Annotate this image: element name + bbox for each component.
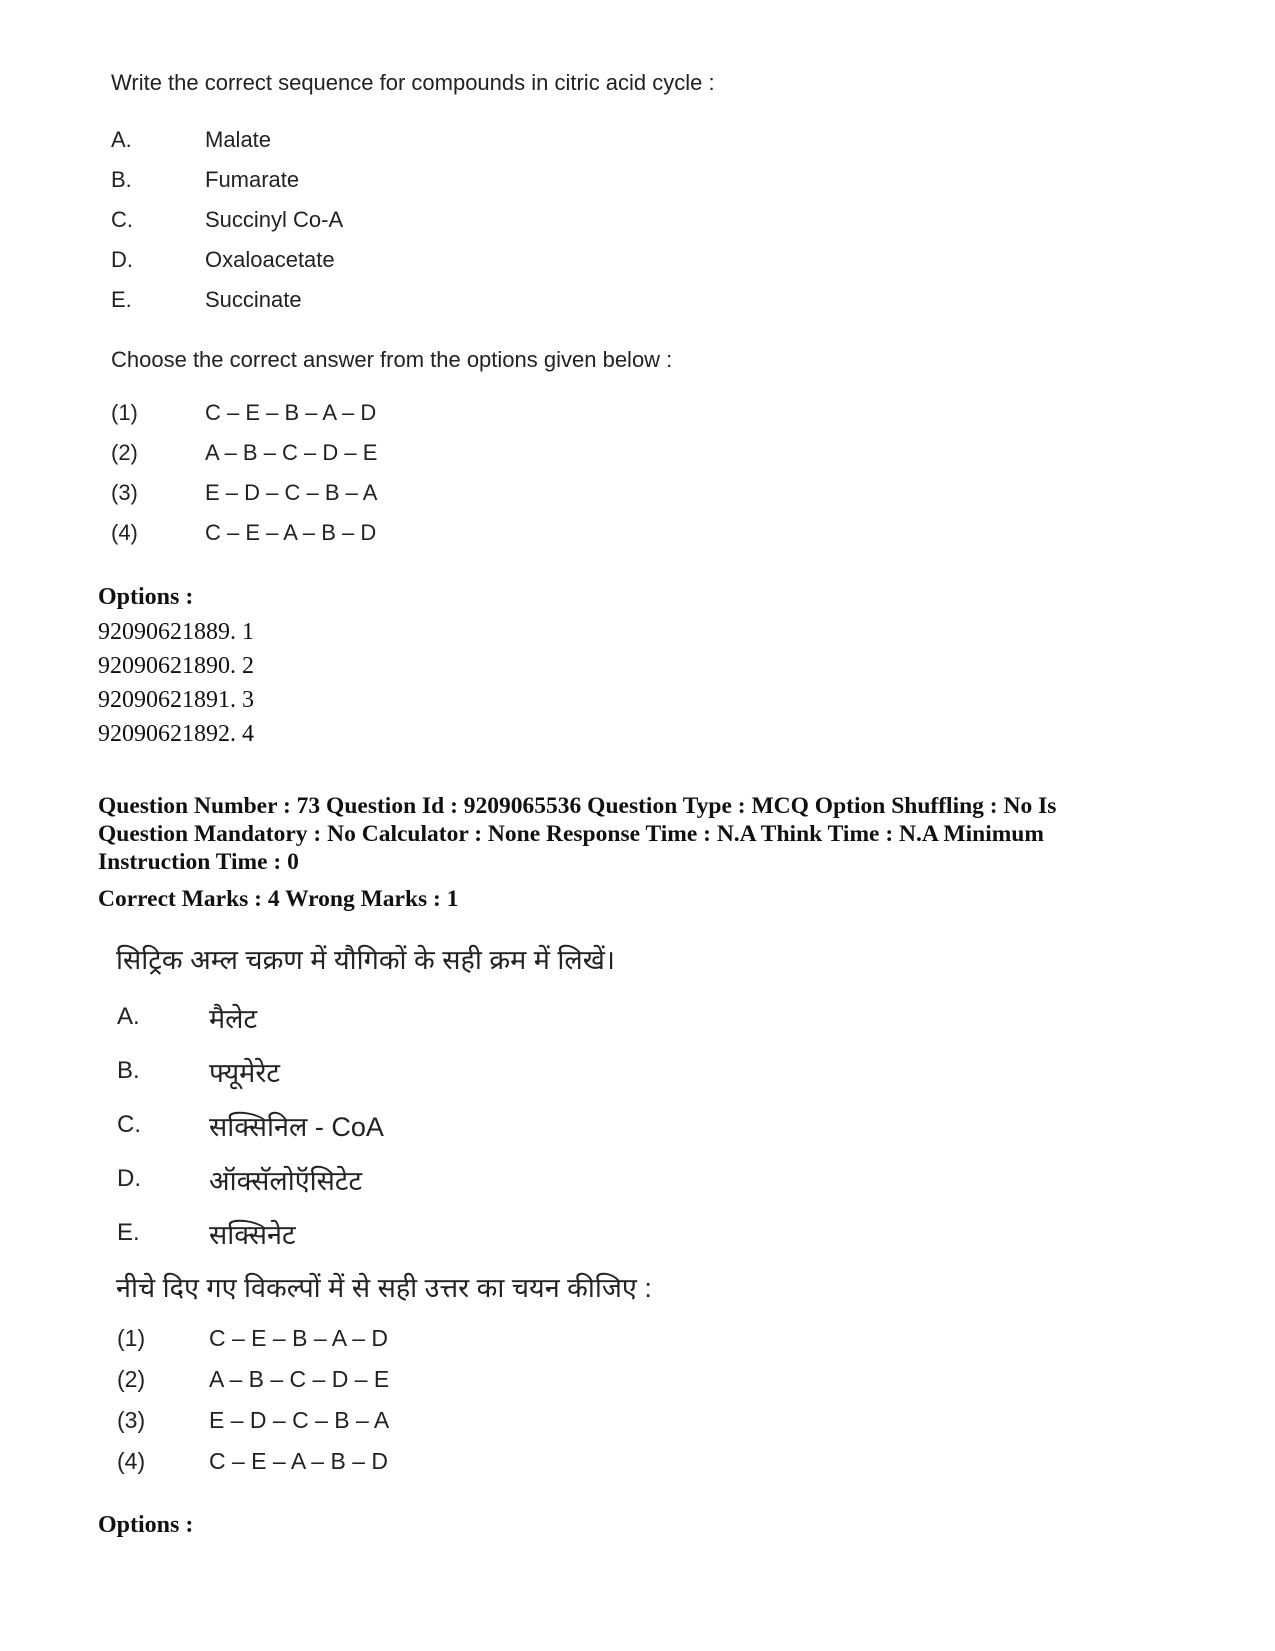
- list-item: [111, 280, 343, 320]
- option-line: 92090621892. 4: [98, 721, 254, 747]
- q73-meta-line: Instruction Time : 0: [98, 849, 299, 875]
- item-text: Fumarate: [205, 167, 300, 192]
- item-text: ऑक्सॅलोऍसिटेट: [209, 1165, 363, 1196]
- item-text: Succinyl Co-A: [205, 207, 344, 232]
- item-text: मैलेट: [209, 1003, 258, 1034]
- item-text: Malate: [205, 127, 272, 152]
- list-item: [111, 120, 343, 160]
- item-label: D.: [117, 1165, 141, 1192]
- answer-text: C – E – B – A – D: [209, 1325, 388, 1351]
- list-item: [117, 990, 384, 1044]
- list-item: [117, 1400, 389, 1441]
- item-text: फ्यूमेरेट: [209, 1057, 280, 1088]
- list-item: [111, 240, 343, 280]
- item-text: Succinate: [205, 287, 302, 312]
- list-item: [117, 1441, 389, 1482]
- item-label: A.: [111, 127, 132, 152]
- answer-label: (4): [117, 1448, 146, 1474]
- item-label: C.: [111, 207, 133, 232]
- answer-text: A – B – C – D – E: [209, 1366, 390, 1392]
- q73-choose-text: नीचे दिए गए विकल्पों में से सही उत्तर का चयन कीजिए :: [116, 1273, 652, 1303]
- option-line: 92090621890. 2: [98, 653, 254, 679]
- item-text: सक्सिनिल - CoA: [209, 1111, 384, 1142]
- item-text: Oxaloacetate: [205, 247, 335, 272]
- answer-label: (2): [117, 1366, 146, 1392]
- q72-options-title: Options :: [98, 584, 194, 610]
- item-label: D.: [111, 247, 133, 272]
- list-item: [117, 1152, 384, 1206]
- list-item: [111, 160, 343, 200]
- q73-meta: [98, 792, 1056, 876]
- answer-text: A – B – C – D – E: [205, 440, 378, 465]
- list-item: [117, 1359, 389, 1400]
- q72-stem: Write the correct sequence for compounds in citric acid cycle :: [111, 70, 715, 95]
- answer-text: E – D – C – B – A: [209, 1407, 390, 1433]
- list-item: [111, 200, 343, 240]
- q73-options-title: Options :: [98, 1512, 194, 1538]
- q72-choose-text: Choose the correct answer from the options given below :: [111, 347, 673, 372]
- q73-answer-list: [117, 1318, 389, 1482]
- list-item: [111, 513, 377, 553]
- option-line: 92090621891. 3: [98, 687, 254, 713]
- list-item: [117, 1318, 389, 1359]
- list-item: [117, 1206, 384, 1260]
- q73-meta-line: Question Number : 73 Question Id : 9209065536 Question Type : MCQ Option Shuffling : No Is: [98, 793, 1057, 819]
- answer-text: C – E – B – A – D: [205, 400, 377, 425]
- answer-label: (3): [111, 480, 138, 505]
- answer-label: (3): [117, 1407, 146, 1433]
- answer-text: C – E – A – B – D: [209, 1448, 388, 1474]
- q72-options-list: [98, 615, 254, 751]
- answer-text: E – D – C – B – A: [205, 480, 378, 505]
- answer-label: (1): [117, 1325, 146, 1351]
- list-item: [117, 1044, 384, 1098]
- item-label: C.: [117, 1111, 141, 1138]
- q73-marks: Correct Marks : 4 Wrong Marks : 1: [98, 886, 459, 912]
- answer-label: (2): [111, 440, 138, 465]
- q73-stem: सिट्रिक अम्ल चक्रण में यौगिकों के सही क्रम में लिखें।: [116, 945, 616, 975]
- item-label: A.: [117, 1003, 140, 1030]
- item-label: B.: [117, 1057, 140, 1084]
- list-item: [117, 1098, 384, 1152]
- answer-text: C – E – A – B – D: [205, 520, 377, 545]
- list-item: [111, 473, 377, 513]
- q73-item-list: [117, 990, 384, 1260]
- item-text: सक्सिनेट: [209, 1219, 296, 1250]
- answer-label: (4): [111, 520, 138, 545]
- answer-label: (1): [111, 400, 138, 425]
- q72-answer-list: [111, 393, 377, 553]
- q72-item-list: [111, 120, 343, 320]
- item-label: E.: [117, 1219, 140, 1246]
- list-item: [111, 393, 377, 433]
- item-label: E.: [111, 287, 132, 312]
- option-line: 92090621889. 1: [98, 619, 254, 645]
- q73-meta-line: Question Mandatory : No Calculator : None Response Time : N.A Think Time : N.A Minimum: [98, 821, 1044, 847]
- list-item: [111, 433, 377, 473]
- item-label: B.: [111, 167, 132, 192]
